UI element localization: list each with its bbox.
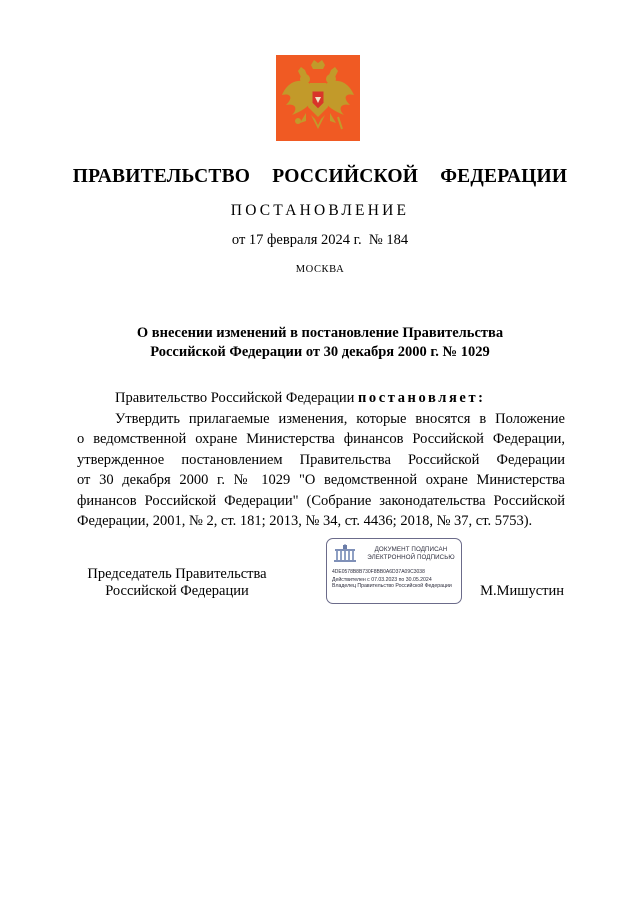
document-city: МОСКВА [295, 264, 345, 275]
body-line: утвержденное постановлением Правительства Российской Федерации [77, 451, 565, 468]
body-line: о ведомственной охране Министерства финансов Российской Федерации, [77, 431, 565, 447]
stamp-owner: Владелец Правительство Российской Федерации [332, 583, 452, 589]
document-type: ПОСТАНОВЛЕНИЕ [230, 202, 410, 219]
signer-position [77, 566, 277, 600]
document-subject [0, 324, 640, 362]
government-building-icon [332, 544, 358, 564]
coat-of-arms-icon [276, 55, 360, 141]
body-line: Федерации, 2001, № 2, ст. 181; 2013, № 34, ст. 4436; 2018, № 37, ст. 5753). [77, 513, 533, 529]
document-body [77, 388, 565, 532]
subject-line: О внесении изменений в постановление Правительства [136, 325, 504, 341]
signer-position-line: Российской Федерации [105, 583, 249, 599]
government-title: ПРАВИТЕЛЬСТВО РОССИЙСКОЙ ФЕДЕРАЦИИ [72, 166, 568, 187]
preamble-line [77, 388, 565, 409]
signer-name: М.Мишустин [480, 583, 564, 599]
body-line: финансов Российской Федерации" (Собрание законодательства Российской [77, 492, 565, 509]
stamp-title [363, 546, 459, 561]
subject-line: Российской Федерации от 30 декабря 2000 г. № 1029 [150, 344, 490, 360]
stamp-title-line: ЭЛЕКТРОННОЙ ПОДПИСЬЮ [367, 553, 455, 561]
body-line: Утвердить прилагаемые изменения, которые вносятся в Положение [115, 410, 565, 427]
preamble-text: Правительство Российской Федерации [115, 390, 358, 406]
document-date-number: от 17 февраля 2024 г. № 184 [231, 232, 409, 248]
electronic-signature-stamp [326, 538, 462, 604]
decrees-word: постановляет: [357, 390, 486, 406]
body-line: от 30 декабря 2000 г. № 1029 "О ведомственной охране Министерства [77, 472, 565, 488]
signer-position-line: Председатель Правительства [87, 566, 267, 582]
stamp-certificate: 4DE0578B8B730F8BB0A6D37A09C3038 [332, 569, 425, 575]
stamp-validity: Действителен с 07.03.2023 по 30.05.2024 [332, 577, 432, 583]
stamp-title-line: ДОКУМЕНТ ПОДПИСАН [374, 546, 448, 553]
